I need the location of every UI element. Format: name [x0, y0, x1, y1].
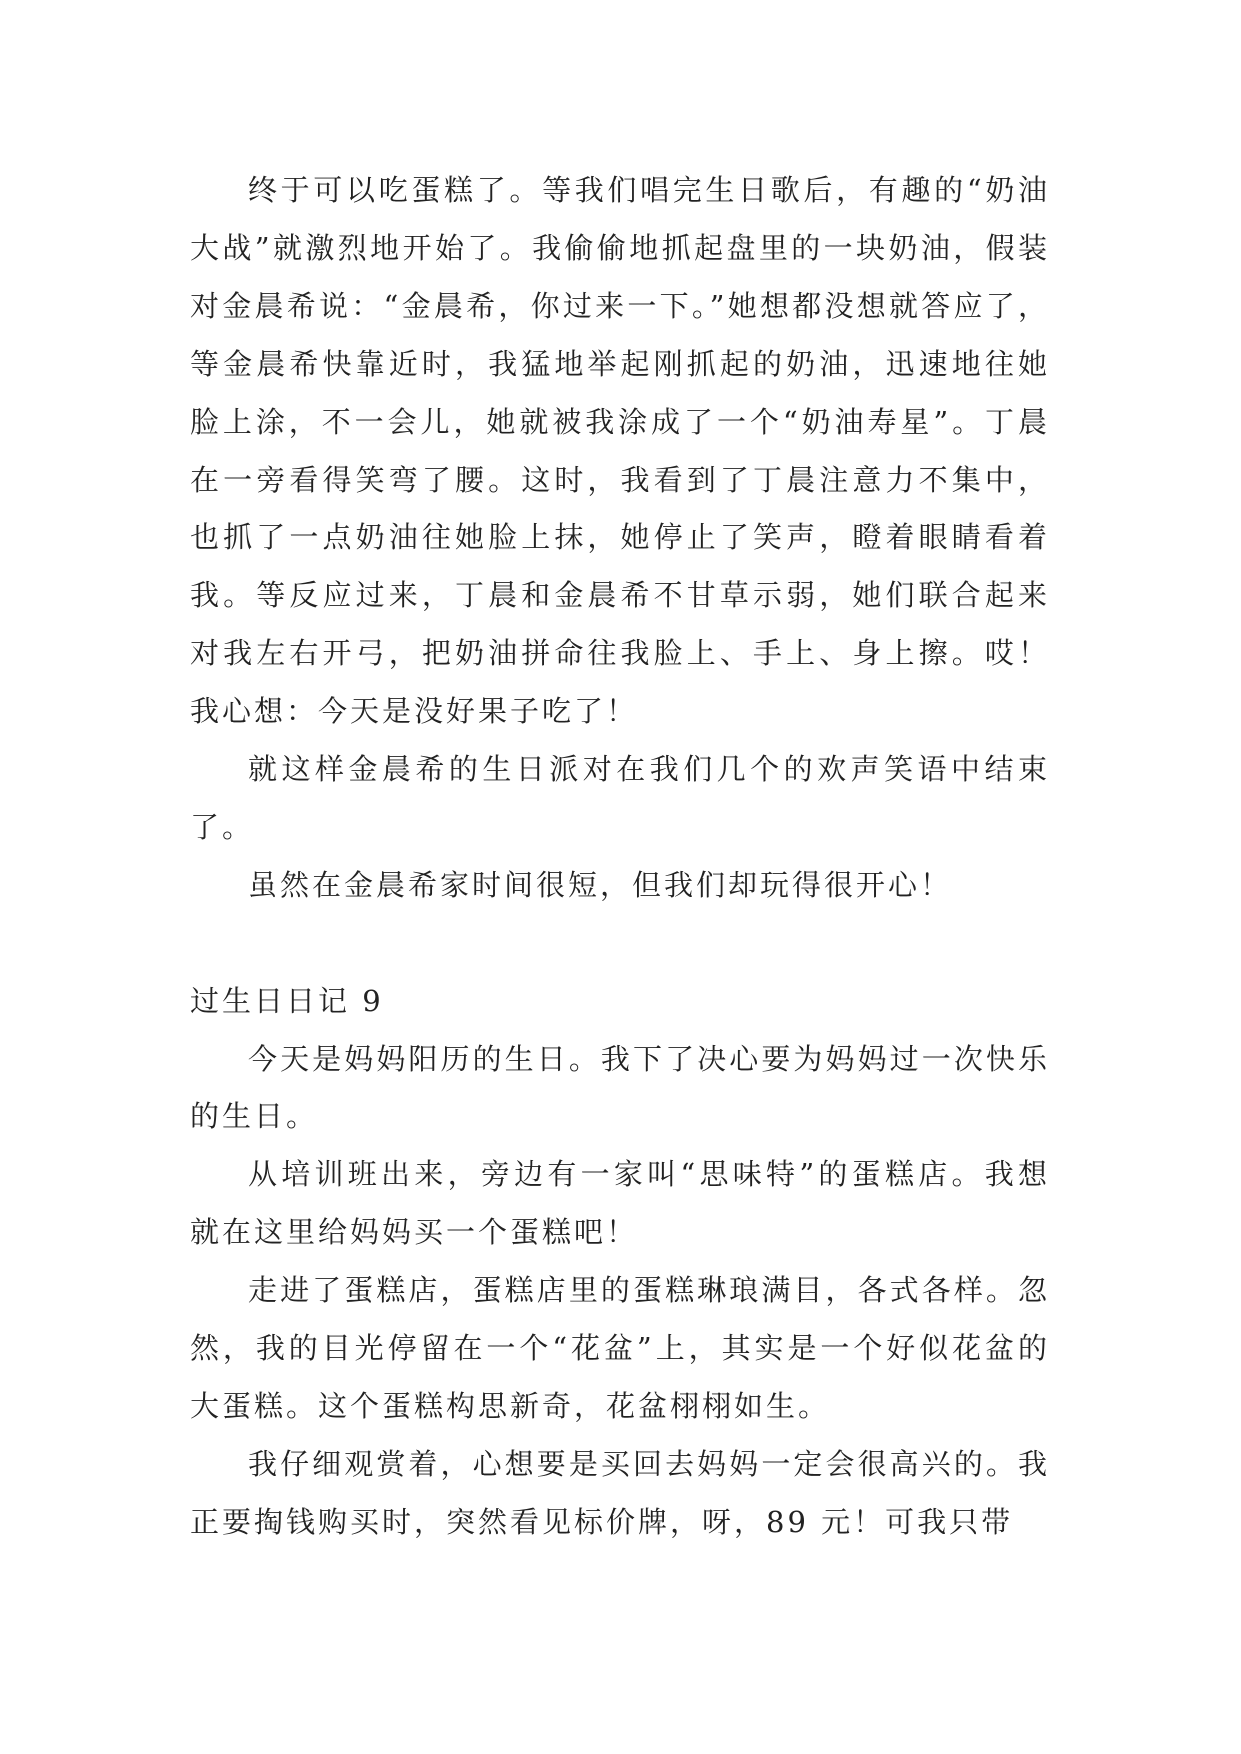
section-gap	[190, 915, 1050, 973]
paragraph-flowerpot-cake: 走进了蛋糕店，蛋糕店里的蛋糕琳琅满目，各式各样。忽然，我的目光停留在一个“花盆”上，其实是一个好似花盆的大蛋糕。这个蛋糕构思新奇，花盆栩栩如生。	[190, 1273, 1050, 1424]
paragraph-party-ends: 就这样金晨希的生日派对在我们几个的欢声笑语中结束了。	[190, 752, 1050, 844]
paragraph-had-fun: 虽然在金晨希家时间很短，但我们却玩得很开心！	[248, 867, 953, 902]
paragraph-mom-birthday: 今天是妈妈阳历的生日。我下了决心要为妈妈过一次快乐的生日。	[190, 1041, 1050, 1134]
paragraph-price-tag: 我仔细观赏着，心想要是买回去妈妈一定会很高兴的。我正要掏钱购买时，突然看见标价牌，呀，89 元！可我只带	[190, 1446, 1050, 1539]
diary-title: 过生日日记 9	[190, 983, 384, 1018]
paragraph-cream-battle: 终于可以吃蛋糕了。等我们唱完生日歌后，有趣的“奶油大战”就激烈地开始了。我偷偷地抓起盘里的一块奶油，假装对金晨希说：“金晨希，你过来一下。”她想都没想就答应了，等金晨希快靠近时，我猛地举起刚抓起的奶油，迅速地往她脸上涂，不一会儿，她就被我涂成了一个“奶油寿星”。丁晨在一旁看得笑弯了腰。这时，我看到了丁晨注意力不集中，也抓了一点奶油往她脸上抹，她停止了笑声，瞪着眼睛看着我。等反应过来，丁晨和金晨希不甘草示弱，她们联合起来对我左右开弓，把奶油拼命往我脸上、手上、身上擦。哎！我心想：今天是没好果子吃了！	[190, 173, 1050, 729]
paragraph-cake-shop: 从培训班出来，旁边有一家叫“思味特”的蛋糕店。我想就在这里给妈妈买一个蛋糕吧！	[190, 1157, 1050, 1250]
document-body	[190, 162, 1050, 1552]
